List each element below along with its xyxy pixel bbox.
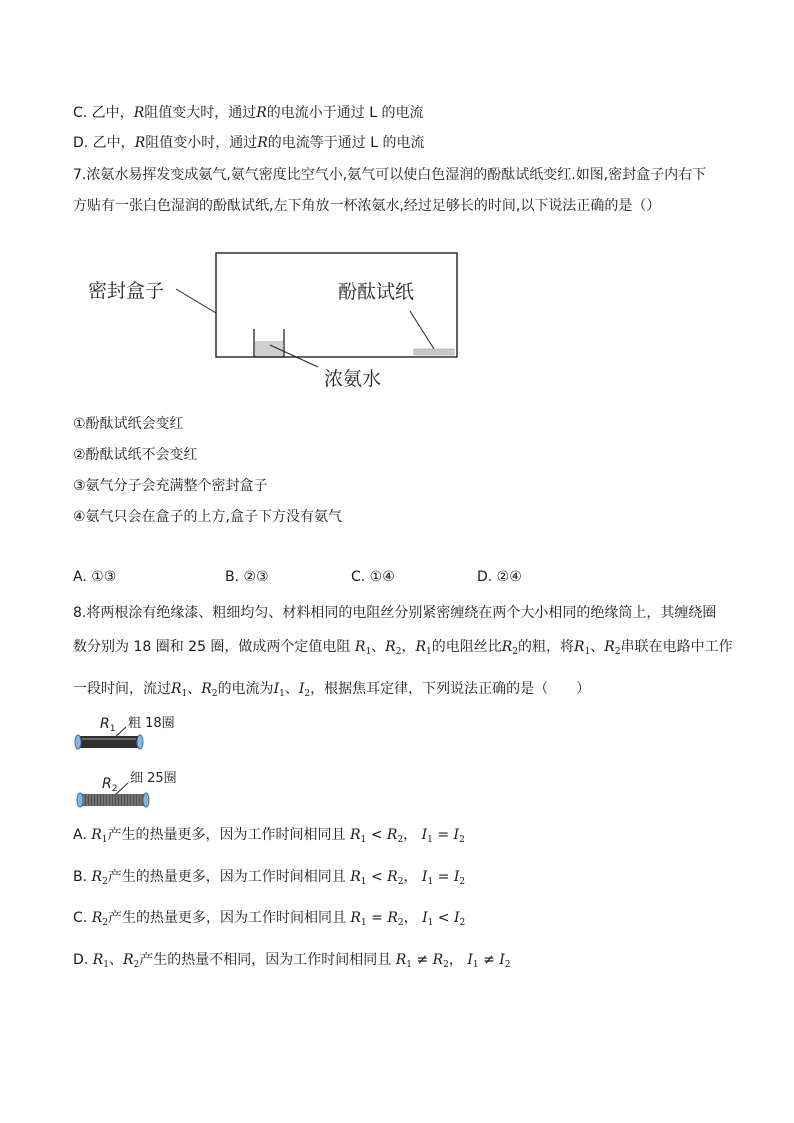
sealed-box-figure [80,245,480,395]
r1-name: $R_1$ [100,716,116,734]
text: 串联在电路中工作 [620,639,733,655]
var-i2: $I_2$ [499,952,511,970]
var-r: R [257,135,268,151]
separator: 、 [108,952,123,968]
var-r1: $R_1$ [395,952,412,970]
resistor-r2-figure [72,766,222,812]
relation-r: ≠ [416,952,429,968]
relation-i: < [437,910,450,926]
var-r: R [256,105,267,121]
var-r1: $R_1$ [350,910,367,928]
text: 数分别为 18 圈和 25 圈，做成两个定值电阻 [73,639,351,655]
var-i1: $I_1$ [421,827,433,845]
var-r2: $R_2$ [386,827,404,845]
text: 一段时间，流过 [73,681,171,697]
relation-r: < [370,869,383,885]
option-d-prefix: D. 乙中， [73,135,135,151]
var-i1: $I_1$ [273,681,285,699]
option-d-mid: 阻值变小时，通过 [145,135,258,151]
relation-i: = [437,869,450,885]
separator: ， [448,952,463,968]
phenolphthalein-paper [414,349,454,355]
var-r2: $R_2$ [91,869,108,887]
var-r1: $R_1$ [574,639,591,657]
var-r2: $R_2$ [387,910,404,928]
r2-label: 细 25圈 [130,771,177,786]
q7-stem-line2: 方贴有一张白色湿润的酚酞试纸,左下角放一杯浓氨水,经过足够长的时间,以下说法正确的是（） [73,198,661,214]
var-r2: $R_2$ [432,952,449,970]
paper-label: 酚酞试纸 [338,281,415,303]
ammonia-label: 浓氨水 [324,368,382,390]
q8-stem-line3 [73,679,590,704]
statement-3: ③氨气分子会充满整个密封盒子 [73,478,268,494]
option-letter: C. [73,910,88,926]
var-r1: $R_1$ [415,639,432,657]
text: ， [401,639,416,655]
q8-option-a [73,825,465,850]
option-letter: B. [73,869,88,885]
var-r: R [133,105,145,121]
separator: ， [403,869,418,885]
r2-name: $R_2$ [102,776,118,794]
r2-right-cap [143,793,149,807]
text: 、 [590,639,605,655]
option-c-mid: 阻值变大时，通过 [144,105,257,121]
r2-left-cap [77,793,83,807]
text: 的粗，将 [518,639,575,655]
var-r2: $R_2$ [91,910,108,928]
text: 、 [371,639,386,655]
q6-option-d [73,133,424,153]
statement-1: ①酚酞试纸会变红 [73,416,184,432]
var-r1: $R_1$ [349,827,367,845]
option-c-prefix: C. 乙中， [73,105,134,121]
q8-option-b [73,867,465,892]
paper-leader-line [410,311,434,349]
var-r1: $R_1$ [91,827,108,845]
option-c-post: 的电流小于通过 L 的电流 [266,105,424,121]
option-letter: A. [73,827,87,843]
var-r1: $R_1$ [350,869,367,887]
relation-r: < [370,827,383,843]
q7-option-b: B. ②③ [225,569,269,585]
var-i1: $I_1$ [422,910,434,928]
relation-i: ≠ [483,952,495,968]
q8-stem-line2 [73,637,733,662]
r1-left-cap [75,735,81,749]
var-r1: $R_1$ [171,681,188,699]
var-r2: $R_2$ [501,639,519,657]
var-r2: $R_2$ [122,952,140,970]
q6-option-c [73,103,423,123]
statement-4: ④氨气只会在盒子的上方,盒子下方没有氨气 [73,509,342,525]
resistor-r1-figure [72,710,222,756]
separator: ， [403,827,418,843]
var-r: R [134,135,146,151]
statement-2: ②酚酞试纸不会变红 [73,447,198,463]
var-i2: $I_2$ [298,681,311,699]
option-d-post: 的电流等于通过 L 的电流 [267,135,425,151]
q8-stem-line1: 8.将两根涂有绝缘漆、粗细均匀、材料相同的电阻丝分别紧密缠绕在两个大小相同的绝缘筒上，其缠绕圈 [73,605,717,621]
var-r2: $R_2$ [385,639,402,657]
q7-option-c: C. ①④ [351,569,395,585]
r1-right-cap [137,735,143,749]
text: 、 [187,681,202,697]
option-text: 产生的热量不相同，因为工作时间相同且 [139,952,392,968]
sealed-box [216,253,457,357]
relation-i: = [437,827,450,843]
var-i1: $I_1$ [421,869,434,887]
var-r1: $R_1$ [354,639,372,657]
option-text: 产生的热量更多，因为工作时间相同且 [107,827,346,843]
var-r1: $R_1$ [92,952,109,970]
q7-option-a: A. ①③ [73,569,117,585]
r1-cylinder-body [78,736,140,748]
r1-highlight [82,738,136,740]
q7-option-d: D. ②④ [477,569,522,585]
box-label: 密封盒子 [88,280,165,302]
var-i1: $I_1$ [467,952,479,970]
q8-option-c [73,908,465,933]
var-i2: $I_2$ [453,827,465,845]
var-i2: $I_2$ [453,910,466,928]
option-text: 产生的热量更多，因为工作时间相同且 [107,910,346,926]
relation-r: = [371,910,383,926]
r1-label: 粗 18圈 [128,716,175,731]
separator: ， [403,910,418,926]
text: ，根据焦耳定律，下列说法正确的是（ ） [310,681,591,697]
text: 、 [284,681,299,697]
var-i2: $I_2$ [453,869,466,887]
q7-stem-line1: 7.浓氨水易挥发变成氨气,氨气密度比空气小,氨气可以使白色湿润的酚酞试纸变红.如图,密封盒子内右下 [73,167,707,183]
var-r2: $R_2$ [604,639,621,657]
var-r2: $R_2$ [201,681,218,699]
q8-option-d [73,950,511,975]
var-r2: $R_2$ [387,869,404,887]
box-leader-line [176,289,216,313]
option-letter: D. [73,952,89,968]
text: 的电阻丝比 [431,639,502,655]
option-text: 产生的热量更多，因为工作时间相同且 [107,869,346,885]
text: 的电流为 [217,681,274,697]
